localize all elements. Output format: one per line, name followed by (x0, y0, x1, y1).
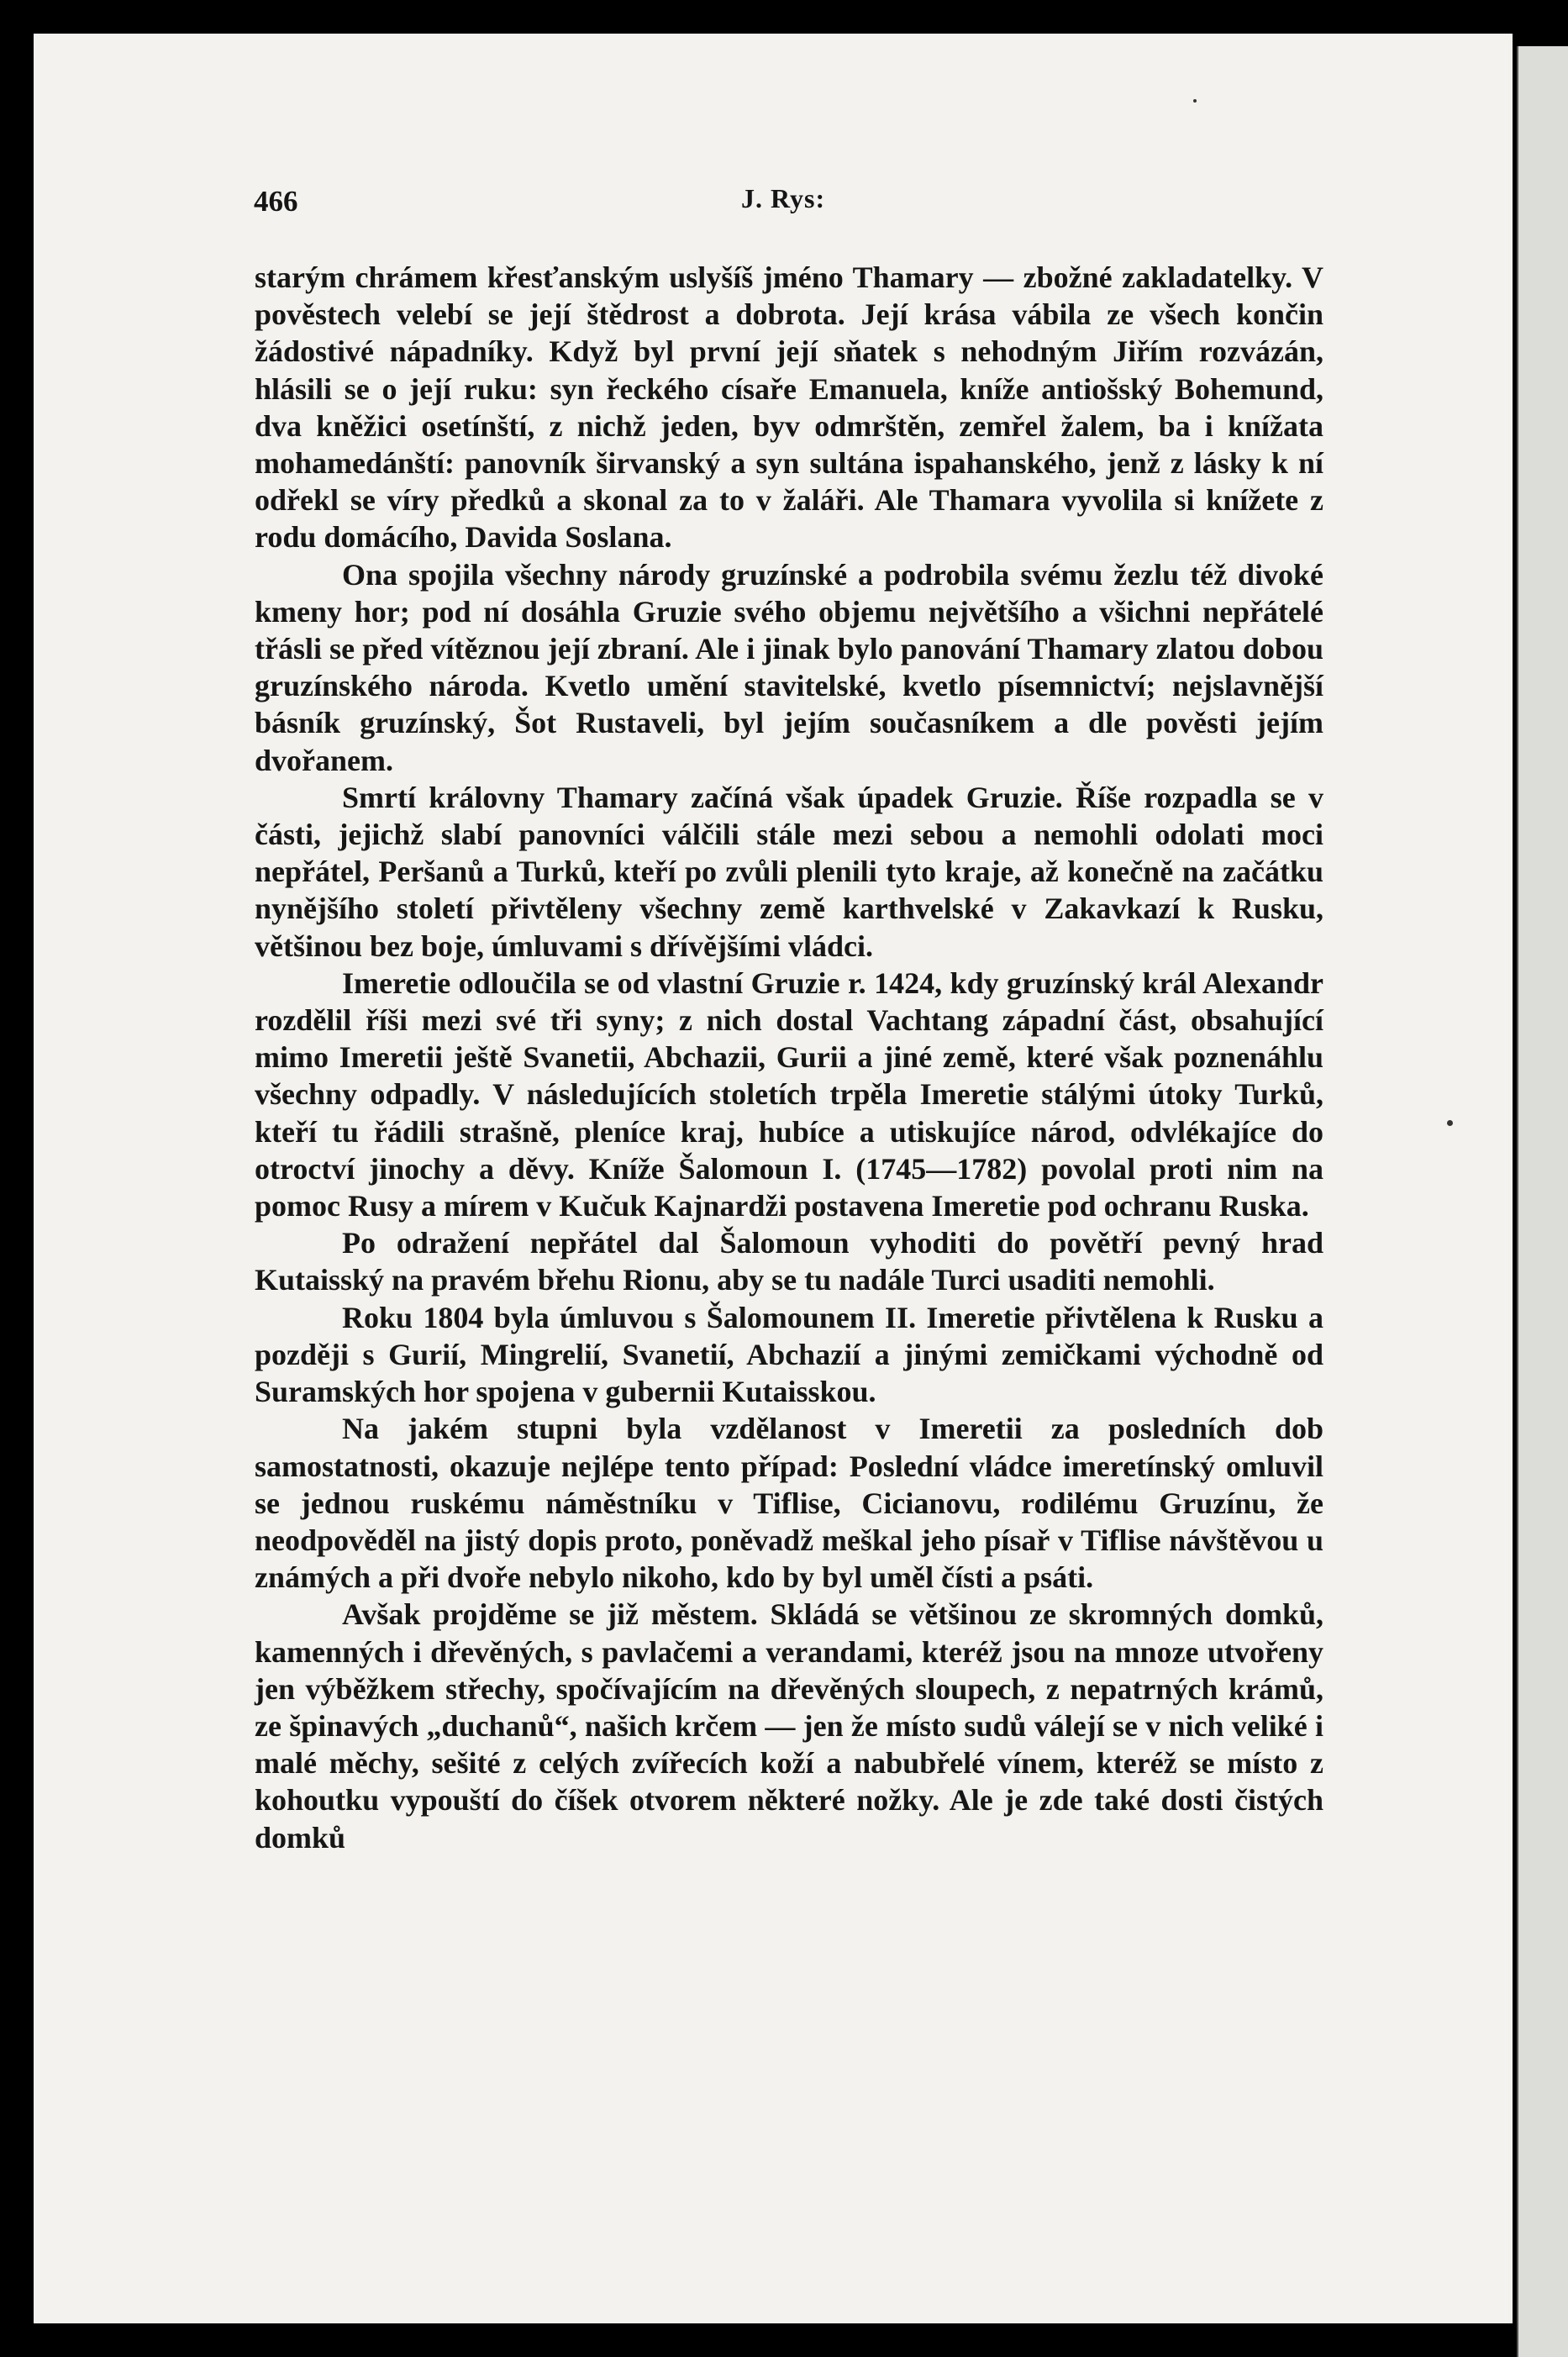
paragraph: Po odražení nepřátel dal Šalomoun vyhoditi do povětří pevný hrad Kutaisský na pravém břehu Rionu, aby se tu nadále Turci usaditi nemohli. (255, 1226, 1323, 1297)
scan-speck (1193, 99, 1197, 103)
page-header (254, 175, 1321, 225)
running-head: J. Rys: (741, 183, 826, 213)
paragraph: starým chrámem křesťanským uslyšíš jméno Thamary — zbožné zakladatelky. V pověstech velebí se její štědrost a dobrota. Její krása vábila ze všech končin žádostivé nápadníky. Když byl první její sňatek s nehodným Jiřím rozvázán, hlásili se o její ruku: syn řeckého císaře Emanuela, kníže antiošský Bohemund, dva kněžici osetínští, z nichž jeden, byv odmrštěn, zemřel žalem, ba i knížata mohamedánští: panovník širvanský a syn sultána ispahanského, jenž z lásky k ní odřekl se víry předků a skonal za to v žaláři. Ale Thamara vyvolila si knížete z rodu domácího, Davida Soslana. (255, 260, 1323, 555)
paragraph: Roku 1804 byla úmluvou s Šalomounem II. Imeretie přivtělena k Rusku a později s Gurií, Mingrelií, Svanetií, Abchazií a jinými zemičkami východně od Suramských hor spojena v gubernii Kutaisskou. (255, 1300, 1323, 1409)
adjacent-page-edge (1517, 46, 1568, 2357)
scan-speck (1447, 1120, 1453, 1126)
paragraph: Na jakém stupni byla vzdělanost v Imeretii za posledních dob samostatnosti, okazuje nejlépe tento případ: Poslední vládce imeretínský omluvil se jednou ruskému náměstníku v Tiflise, Cicianovu, rodilému Gruzínu, že neodpověděl na jistý dopis proto, poněvadž meškal jeho písař v Tiflise návštěvou u známých a při dvoře nebylo nikoho, kdo by byl uměl čísti a psáti. (255, 1412, 1323, 1595)
paragraph: Smrtí královny Thamary začíná však úpadek Gruzie. Říše rozpadla se v části, jejichž slabí panovníci válčili stále mezi sebou a nemohli odolati moci nepřátel, Peršanů a Turků, kteří po zvůli plenili tyto kraje, až konečně na začátku nynějšího století přivtěleny všechny země karthvelské v Zakavkazí k Rusku, většinou bez boje, úmluvami s dřívějšími vládci. (255, 780, 1323, 963)
paragraph: Avšak projděme se již městem. Skládá se většinou ze skromných domků, kamenných i dřevěných, s pavlačemi a verandami, kteréž jsou na mnoze utvořeny jen výběžkem střechy, spočívajícím na dřevěných sloupech, z nepatrných krámů, ze špinavých „duchanů“, našich krčem — jen že místo sudů válejí se v nich veliké i malé měchy, sešité z celých zvířecích koží a nabubřelé vínem, kteréž se místo z kohoutku vypouští do číšek otvorem některé nožky. Ale je zde také dosti čistých domků (255, 1597, 1323, 1855)
paragraph: Imeretie odloučila se od vlastní Gruzie r. 1424, kdy gruzínský král Alexandr rozdělil říši mezi své tři syny; z nich dostal Vachtang západní část, obsahující mimo Imeretii ještě Svanetii, Abchazii, Gurii a jiné země, které však poznenáhlu všechny odpadly. V následujících stoletích trpěla Imeretie stálými útoky Turků, kteří tu řádili strašně, pleníce kraj, hubíce a utiskujíce národ, odvlékajíce do otroctví jinochy a děvy. Kníže Šalomoun I. (1745—1782) povolal proti nim na pomoc Rusy a mírem v Kučuk Kajnardži postavena Imeretie pod ochranu Ruska. (255, 965, 1323, 1223)
page-number: 466 (254, 185, 298, 218)
body-text (255, 259, 1323, 1856)
paragraph: Ona spojila všechny národy gruzínské a podrobila svému žezlu též divoké kmeny hor; pod ní dosáhla Gruzie svého objemu největšího a všichni nepřátelé třásli se před vítěznou její zbraní. Ale i jinak bylo panování Thamary zlatou dobou gruzínského národa. Kvetlo umění stavitelské, kvetlo písemnictví; nejslavnější básník gruzínský, Šot Rustaveli, byl jejím současníkem a dle pověsti jejím dvořanem. (255, 557, 1323, 777)
